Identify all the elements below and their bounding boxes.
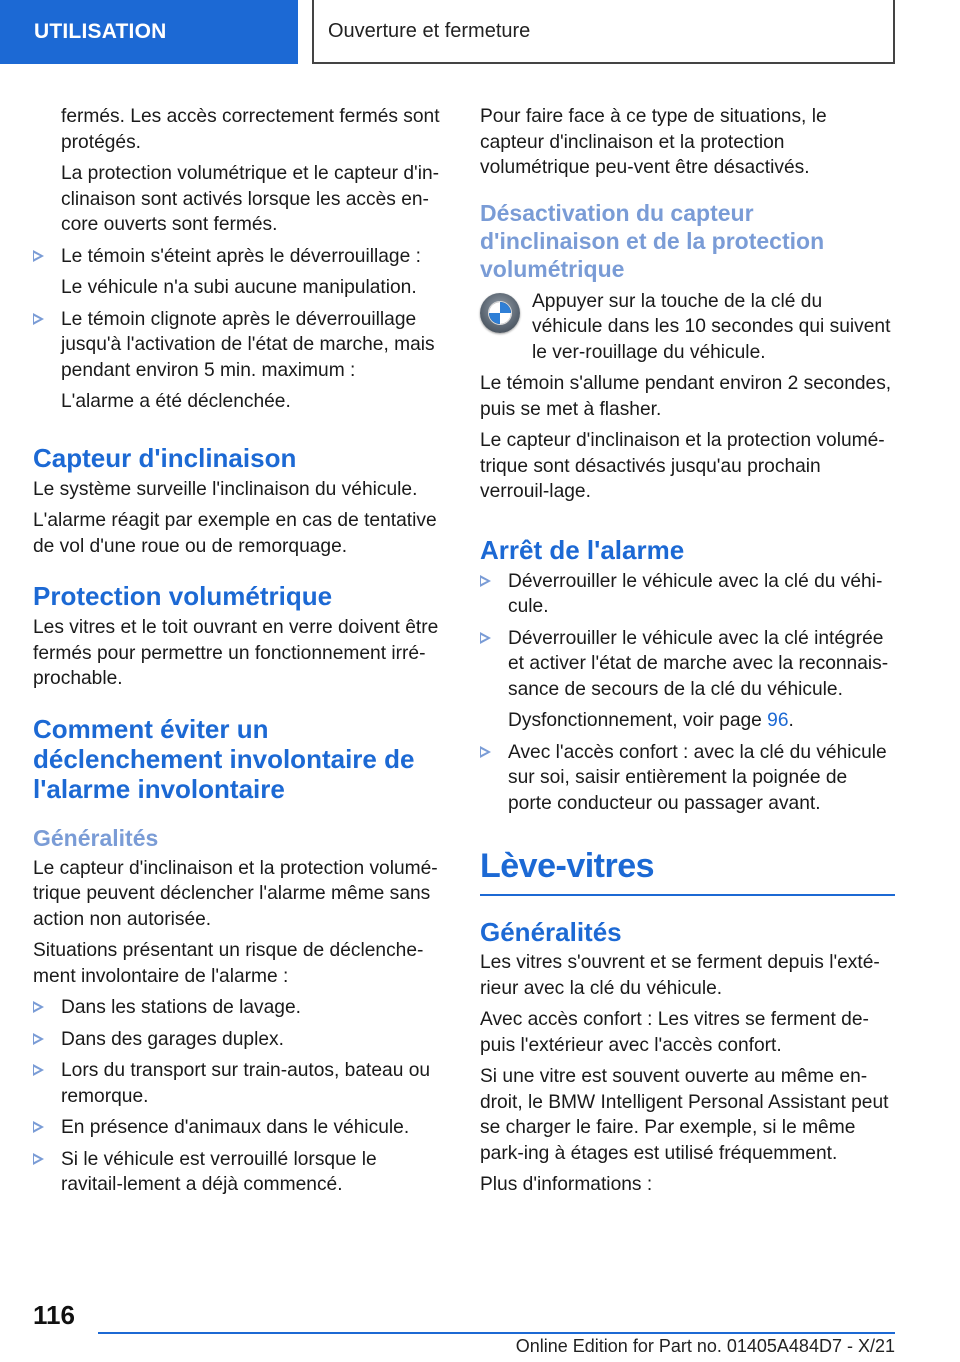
list-item (33, 307, 443, 384)
footer-divider (98, 1332, 895, 1334)
key-instruction (480, 289, 895, 366)
paragraph: La protection volumétrique et le capteur d'in-clinaison sont activés lorsque les accès en-core ouverts sont fermés. (61, 163, 440, 235)
left-column (33, 104, 443, 1204)
list-item-text: Lors du transport sur train-autos, bateau ou remorque. (61, 1060, 431, 1107)
paragraph: Appuyer sur la touche de la clé du véhicule dans les 10 secondes qui suivent le ver-rouillage du véhicule. (532, 290, 891, 363)
heading-generalites: Généralités (33, 824, 159, 851)
heading-arret: Arrêt de l'alarme (480, 534, 685, 565)
paragraph: Les vitres s'ouvrent et se ferment depuis l'exté-rieur avec la clé du véhicule. (480, 952, 880, 999)
chapter-title: Ouverture et fermeture (328, 19, 531, 42)
bmw-key-button-icon (480, 293, 520, 333)
list-item-text: Le témoin clignote après le déverrouillage jusqu'à l'activation de l'état de marche, mais pendant environ 5 min. maximum : (61, 308, 435, 381)
section-title: UTILISATION (34, 20, 167, 43)
heading-desactivation: Désactivation du capteur d'inclinaison et de la protection volumétrique (480, 199, 825, 282)
list-item-text: Le témoin s'éteint après le déverrouillage : (61, 245, 421, 267)
paragraph: Avec accès confort : Les vitres se ferment de-puis l'extérieur avec l'accès confort. (480, 1009, 869, 1056)
list-item (33, 1027, 443, 1053)
triangle-bullet-icon (480, 746, 491, 758)
heading-comment-eviter: Comment éviter un déclenchement involontaire de l'alarme involontaire (33, 713, 415, 804)
section-tab (0, 0, 298, 64)
divider (480, 894, 895, 896)
paragraph: L'alarme a été déclenchée. (61, 391, 291, 412)
triangle-bullet-icon (33, 250, 44, 262)
paragraph: Les vitres et le toit ouvrant en verre doivent être fermés pour permettre un fonctionnement irré-prochable. (33, 617, 439, 689)
triangle-bullet-icon (480, 575, 491, 587)
paragraph: Le capteur d'inclinaison et la protection volumé-trique peuvent déclencher l'alarme même sans action non autorisée. (33, 857, 438, 930)
footer-edition: Online Edition for Part no. 01405A484D7 - X/21 (515, 1336, 895, 1356)
triangle-bullet-icon (33, 1001, 44, 1013)
list-item (33, 1115, 443, 1141)
paragraph: Le capteur d'inclinaison et la protection volumé-trique sont désactivés jusqu'au prochain verrouil-lage. (480, 430, 885, 502)
page-number: 116 (33, 1300, 75, 1330)
paragraph: Dysfonctionnement, voir page 96. (508, 710, 794, 731)
heading-generalites-2: Généralités (480, 917, 622, 947)
paragraph: Pour faire face à ce type de situations, le capteur d'inclinaison et la protection volumétrique peu-vent être désactivés. (480, 106, 827, 178)
list-item-text: Si le véhicule est verrouillé lorsque le ravitail-lement a déjà commencé. (61, 1148, 377, 1195)
paragraph: Le véhicule n'a subi aucune manipulation. (61, 277, 417, 298)
paragraph: L'alarme réagit par exemple en cas de tentative de vol d'une roue ou de remorquage. (33, 510, 437, 557)
triangle-bullet-icon (33, 313, 44, 325)
list-item-text: Dans des garages duplex. (61, 1028, 284, 1050)
list-item-text: Déverrouiller le véhicule avec la clé intégrée et activer l'état de marche avec la reconnais-sance de secours de la clé du véhicule. (508, 627, 889, 700)
list-item (480, 569, 895, 620)
list-item (33, 995, 443, 1021)
list-item-text: En présence d'animaux dans le véhicule. (61, 1117, 410, 1138)
heading-leve-vitres: Lève-vitres (480, 847, 655, 885)
list-item-text: Déverrouiller le véhicule avec la clé du véhi-cule. (508, 570, 883, 617)
list-item (480, 740, 895, 817)
page-link[interactable]: 96 (767, 710, 789, 731)
heading-protection: Protection volumétrique (33, 581, 333, 611)
paragraph: Le système surveille l'inclinaison du véhicule. (33, 478, 418, 500)
triangle-bullet-icon (33, 1033, 44, 1045)
list-item (33, 1147, 443, 1198)
triangle-bullet-icon (33, 1153, 44, 1165)
list-item (33, 1058, 443, 1109)
paragraph: Si une vitre est souvent ouverte au même en-droit, le BMW Intelligent Personal Assistant peut se charger le faire. Par exemple, si le même park-ing à étages est utilisé fréquemment. (480, 1066, 889, 1164)
triangle-bullet-icon (33, 1064, 44, 1076)
list-item (480, 626, 895, 703)
triangle-bullet-icon (33, 1121, 44, 1133)
heading-capteur: Capteur d'inclinaison (33, 442, 297, 473)
list-item (33, 244, 443, 270)
paragraph: Plus d'informations : (480, 1174, 653, 1195)
list-item-text: Dans les stations de lavage. (61, 997, 301, 1018)
paragraph: Situations présentant un risque de déclenche-ment involontaire de l'alarme : (33, 940, 424, 987)
chapter-header (312, 0, 895, 64)
triangle-bullet-icon (480, 632, 491, 644)
paragraph: Le témoin s'allume pendant environ 2 secondes, puis se met à flasher. (480, 373, 892, 420)
list-item-text: Avec l'accès confort : avec la clé du véhicule sur soi, saisir entièrement la poignée de porte conducteur ou passager avant. (508, 741, 887, 814)
right-column (480, 104, 895, 1204)
paragraph: fermés. Les accès correctement fermés sont protégés. (61, 106, 440, 153)
